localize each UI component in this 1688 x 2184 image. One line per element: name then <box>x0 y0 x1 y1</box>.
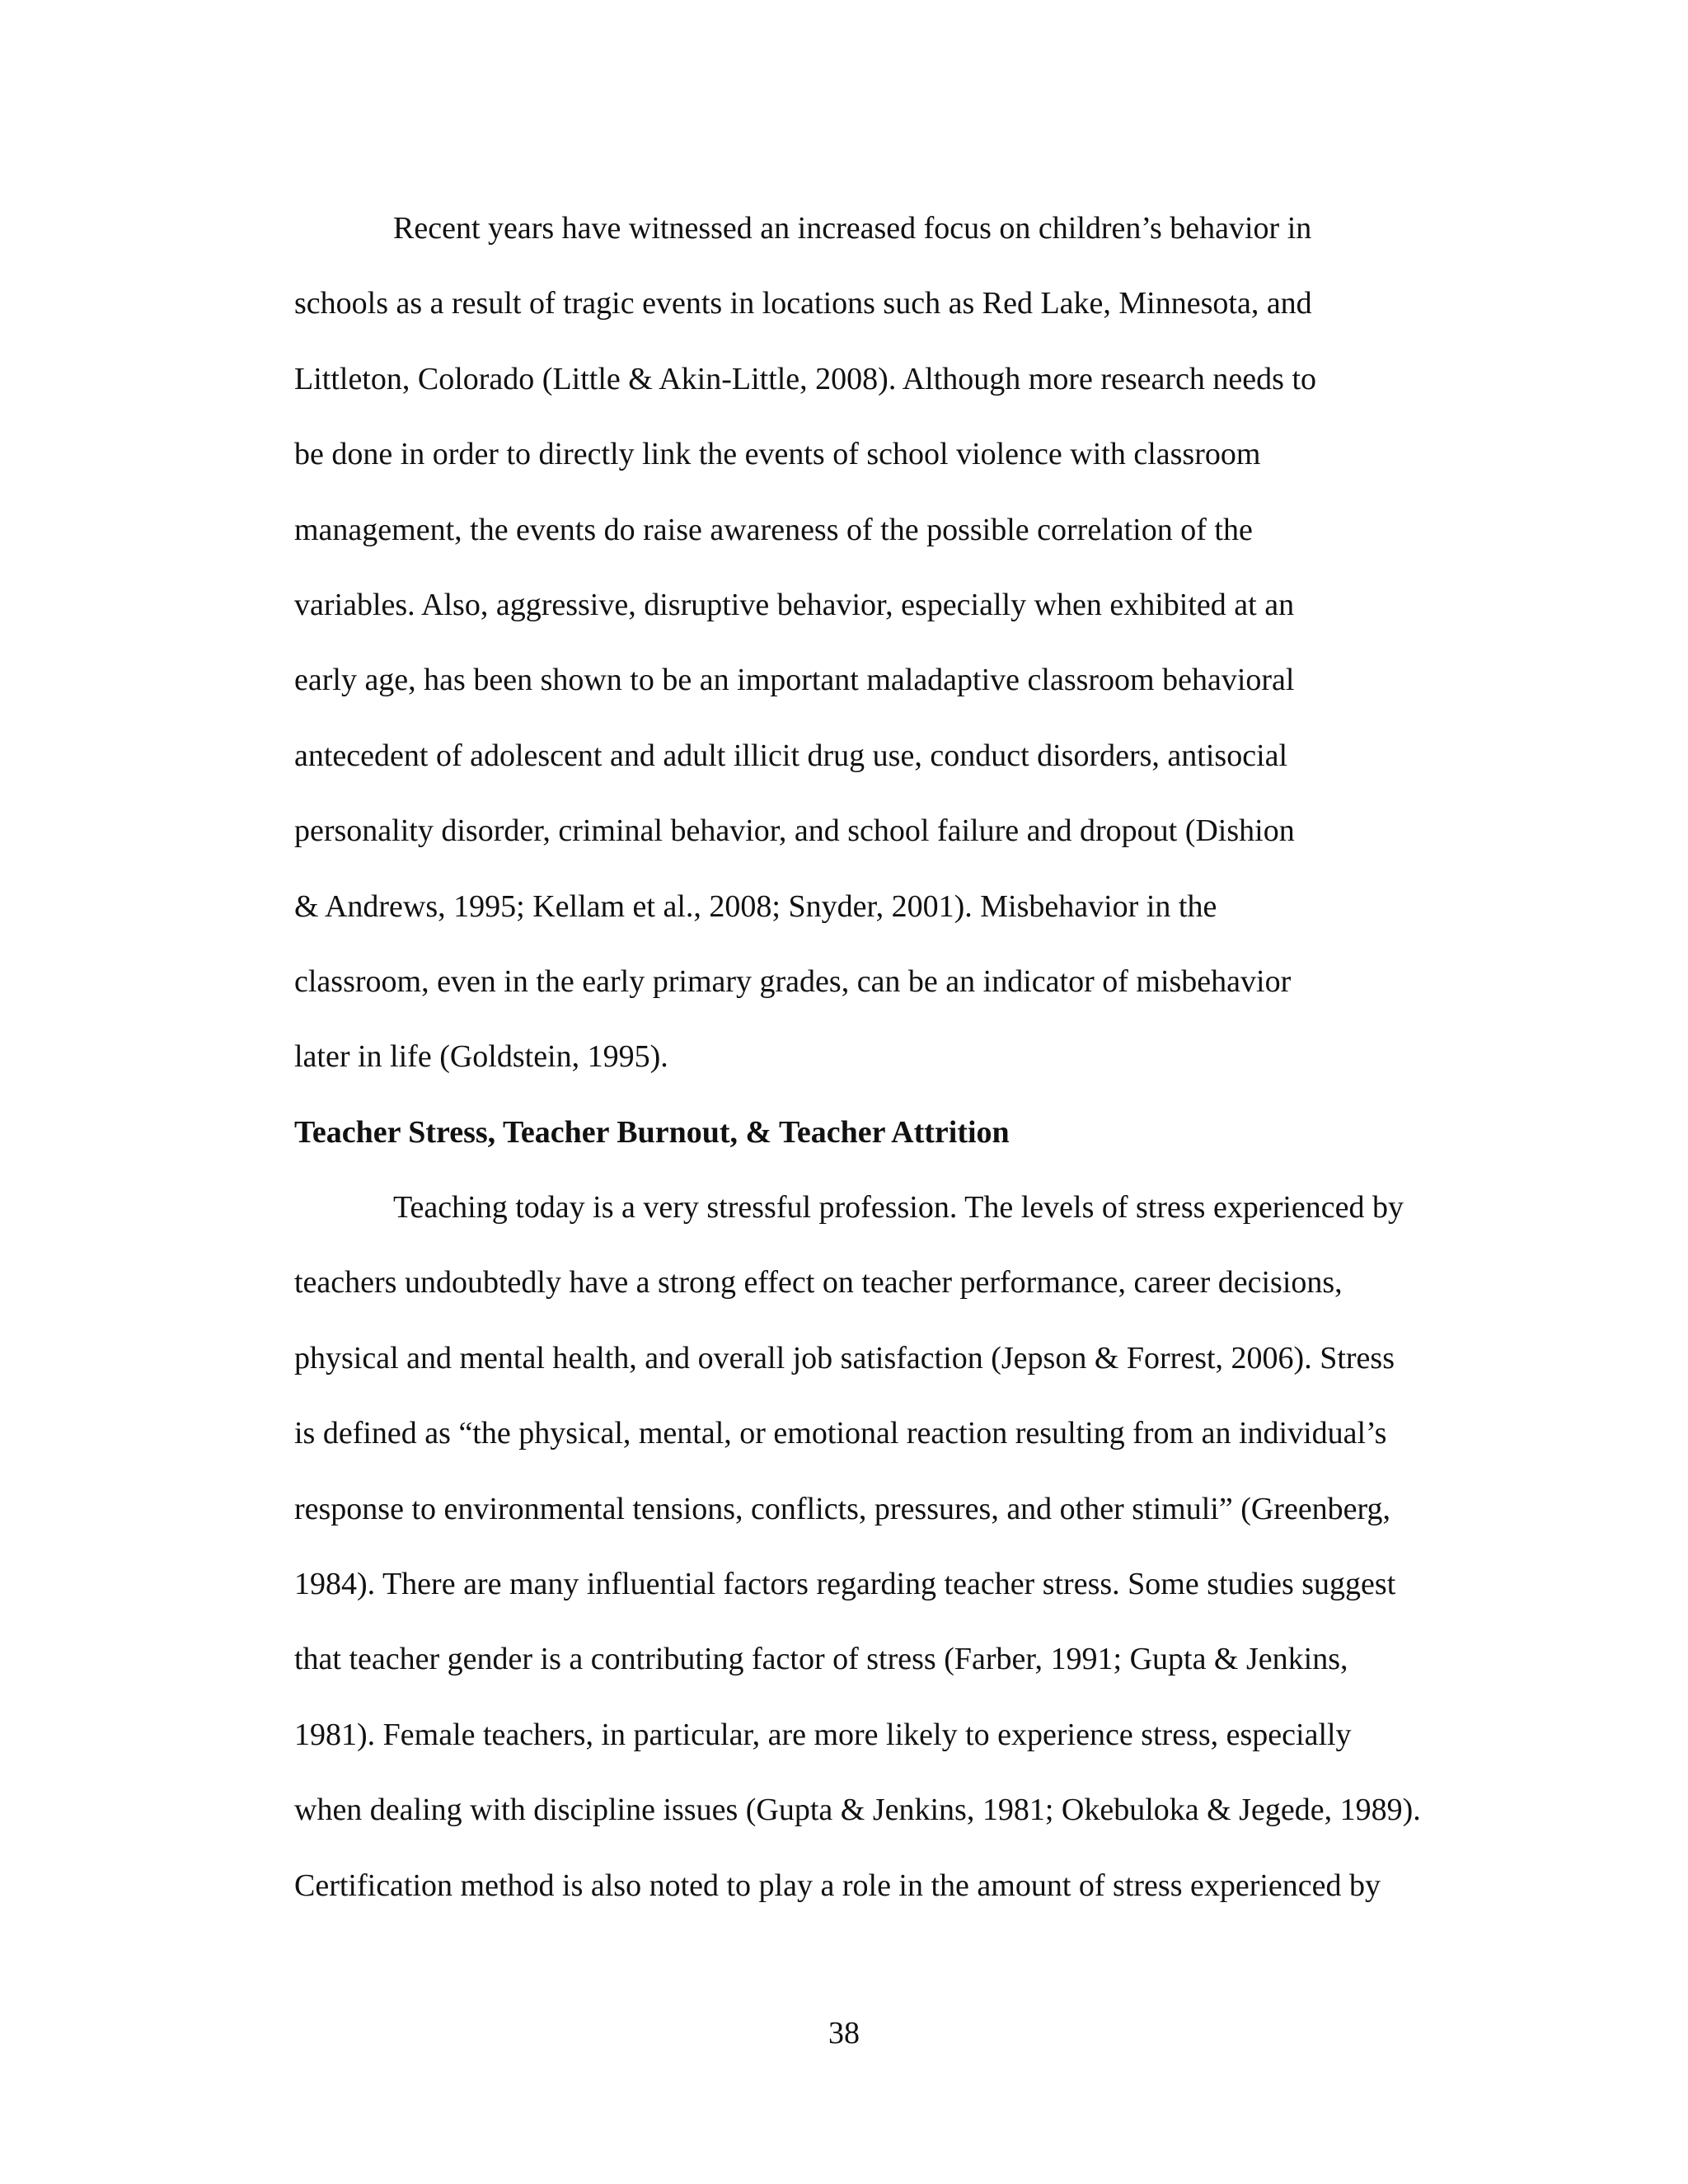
paragraph-line: Certification method is also noted to play a role in the amount of stress experienced by <box>294 1868 1381 1903</box>
body-text <box>294 191 1481 1924</box>
paragraph-line: personality disorder, criminal behavior, and school failure and dropout (Dishion <box>294 813 1295 849</box>
paragraph-line: Recent years have witnessed an increased focus on children’s behavior in <box>393 211 1312 246</box>
paragraph-line: management, the events do raise awareness of the possible correlation of the <box>294 512 1253 547</box>
paragraph-line: 1981). Female teachers, in particular, are more likely to experience stress, especially <box>294 1717 1352 1752</box>
paragraph-line: that teacher gender is a contributing factor of stress (Farber, 1991; Gupta & Jenkins, <box>294 1642 1348 1677</box>
paragraph-line: Teaching today is a very stressful profession. The levels of stress experienced by <box>393 1190 1404 1226</box>
paragraph-line: Littleton, Colorado (Little & Akin-Little, 2008). Although more research needs to <box>294 361 1317 396</box>
paragraph-line: teachers undoubtedly have a strong effect on teacher performance, career decisions, <box>294 1265 1343 1301</box>
section-heading: Teacher Stress, Teacher Burnout, & Teacher Attrition <box>294 1114 1010 1150</box>
paragraph-line: response to environmental tensions, conflicts, pressures, and other stimuli” (Greenberg, <box>294 1491 1391 1526</box>
paragraph-line: early age, has been shown to be an important maladaptive classroom behavioral <box>294 663 1295 698</box>
paragraph-line: is defined as “the physical, mental, or emotional reaction resulting from an individual’s <box>294 1416 1387 1451</box>
page-number: 38 <box>828 2016 860 2050</box>
paragraph-line: & Andrews, 1995; Kellam et al., 2008; Snyder, 2001). Misbehavior in the <box>294 888 1217 924</box>
paragraph-line: classroom, even in the early primary grades, can be an indicator of misbehavior <box>294 963 1292 999</box>
paragraph-line: be done in order to directly link the events of school violence with classroom <box>294 437 1261 472</box>
paragraph-line: schools as a result of tragic events in locations such as Red Lake, Minnesota, and <box>294 286 1312 321</box>
paragraph-line: physical and mental health, and overall job satisfaction (Jepson & Forrest, 2006). Stress <box>294 1340 1395 1376</box>
paragraph-line: later in life (Goldstein, 1995). <box>294 1039 668 1075</box>
paragraph-line: antecedent of adolescent and adult illicit drug use, conduct disorders, antisocial <box>294 738 1288 773</box>
paragraph-line: variables. Also, aggressive, disruptive behavior, especially when exhibited at an <box>294 587 1295 622</box>
paragraph-line: 1984). There are many influential factors regarding teacher stress. Some studies suggest <box>294 1567 1396 1602</box>
paragraph-line: when dealing with discipline issues (Gupta & Jenkins, 1981; Okebuloka & Jegede, 1989). <box>294 1793 1421 1828</box>
